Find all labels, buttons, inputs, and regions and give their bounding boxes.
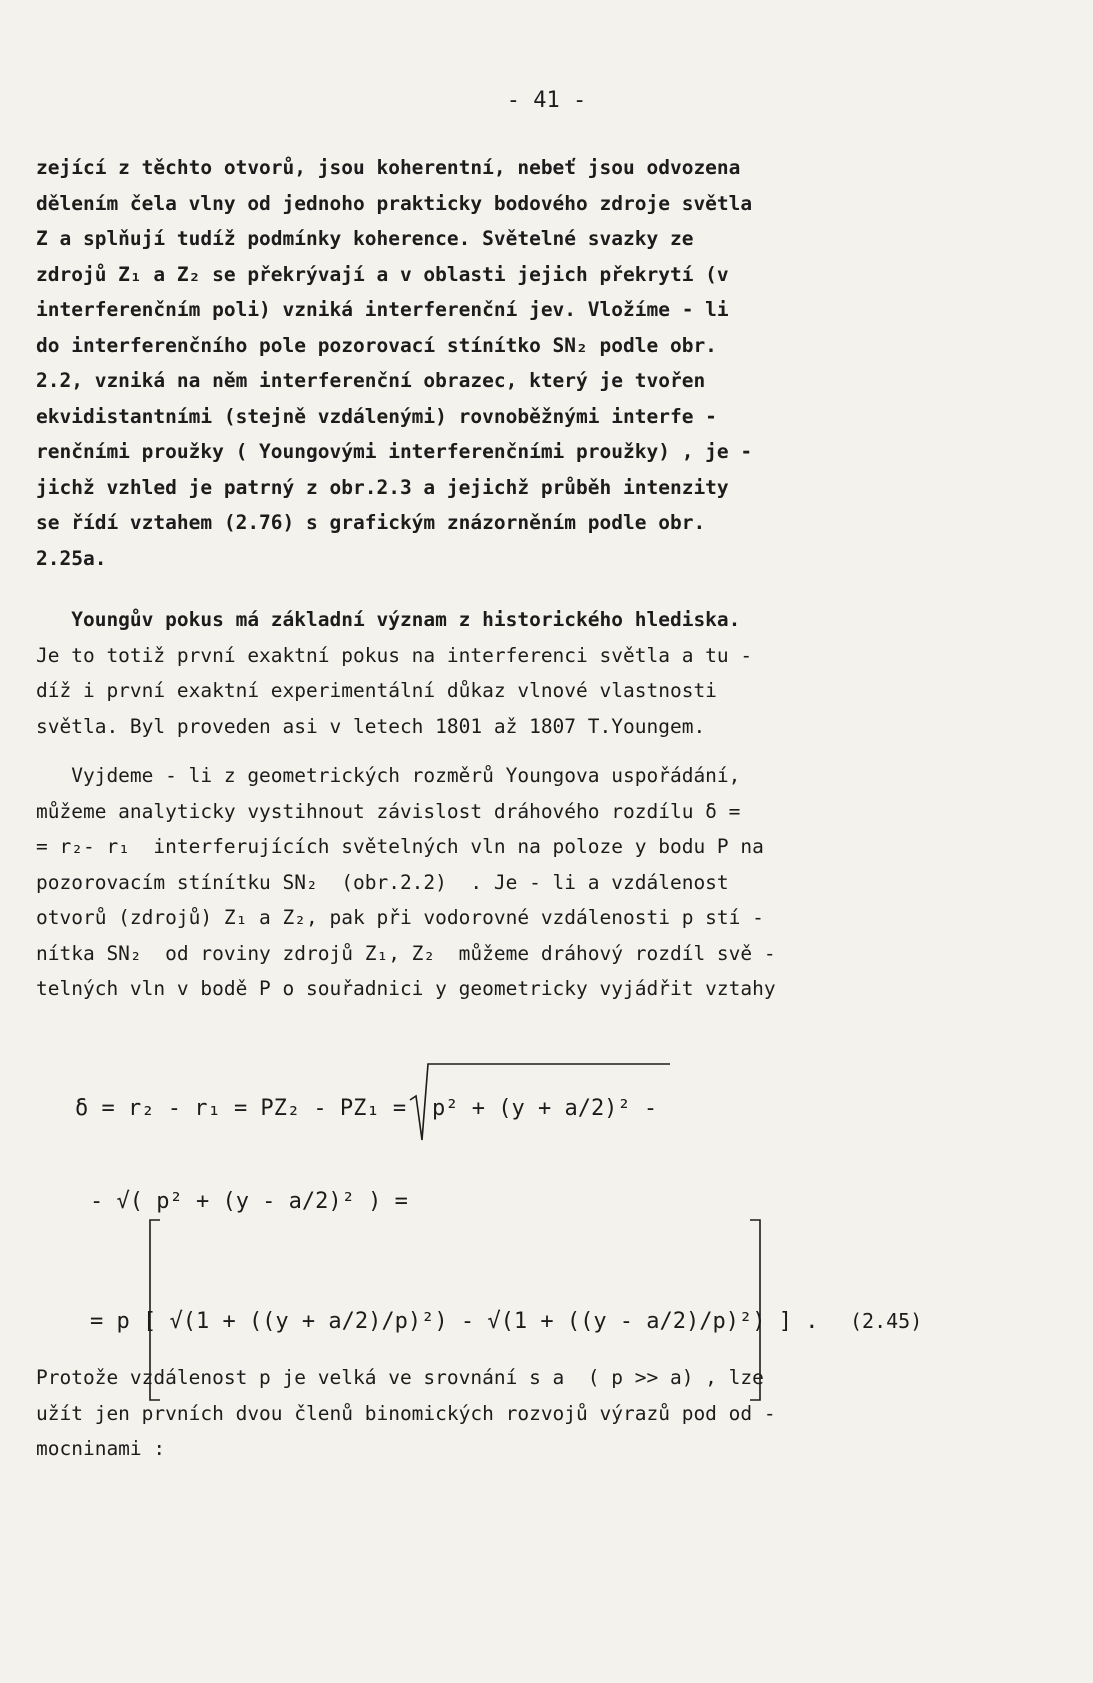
text-line: telných vln v bodě P o souřadnici y geometricky vyjádřit vztahy [36,977,776,1000]
page-number: - 41 - [506,88,587,113]
text-line: 2.25a. [36,546,107,570]
text-line: mocninami : [36,1437,166,1460]
text-line: nítka SN₂ od roviny zdrojů Z₁, Z₂ můžeme dráhový rozdíl svě - [36,941,776,965]
paragraph-3 [36,758,1036,1007]
text-line: pozorovacím stínítku SN₂ (obr.2.2) . Je - li a vzdálenost [36,870,729,894]
text-line: můžeme analyticky vystihnout závislost dráhového rozdílu δ = [36,799,741,823]
text-line: zdrojů Z₁ a Z₂ se překrývají a v oblasti jejich překrytí (v [36,262,729,286]
text-line: jichž vzhled je patrný z obr.2.3 a jejichž průběh intenzity [36,475,729,499]
equation-line-1-radicand: p² + (y + a/2)² - [432,1096,658,1121]
text-line: užít jen prvních dvou členů binomických rozvojů výrazů pod od - [36,1401,776,1425]
equation-line-2: - √( p² + (y - a/2)² ) = [90,1189,408,1214]
text-line: = r₂- r₁ interferujících světelných vln na poloze y bodu P na [36,835,764,858]
text-line: ekvidistantními (stejně vzdálenými) rovnoběžnými interfe - [36,404,717,428]
text-line: interferenčním poli) vzniká interferenční jev. Vložíme - li [36,298,729,321]
text-line: světla. Byl proveden asi v letech 1801 až 1807 T.Youngem. [36,714,706,738]
text-line: 2.2, vzniká na něm interferenční obrazec, který je tvořen [36,369,706,392]
paragraph-2 [36,602,1036,744]
text-line: renčními proužky ( Youngovými interferenčními proužky) , je - [36,440,753,463]
paragraph-4 [36,1360,1036,1467]
equation-line-3: = p [ √(1 + ((y + a/2)/p)²) - √(1 + ((y - a/2)/p)²) ] . [90,1309,819,1334]
text-line: díž i první exaktní experimentální důkaz vlnové vlastnosti [36,679,717,702]
text-line: otvorů (zdrojů) Z₁ a Z₂, pak při vodorovné vzdálenosti p stí - [36,906,764,929]
text-line: do interferenčního pole pozorovací stínítko SN₂ podle obr. [36,333,717,357]
text-line: Youngův pokus má základní význam z historického hlediska. [36,608,741,631]
text-line: Z a splňují tudíž podmínky koherence. Světelné svazky ze [36,227,694,250]
equation-line-1-lhs: δ = r₂ - r₁ = PZ₂ - PZ₁ = [75,1096,407,1121]
text-line: Vyjdeme - li z geometrických rozměrů Youngova uspořádání, [36,764,741,787]
paragraph-1 [36,150,1036,576]
text-line: Je to totiž první exaktní pokus na interferenci světla a tu - [36,643,753,667]
text-line: Protože vzdálenost p je velká ve srovnání s a ( p >> a) , lze [36,1366,764,1389]
text-line: dělením čela vlny od jednoho prakticky bodového zdroje světla [36,191,753,215]
text-line: zející z těchto otvorů, jsou koherentní, nebeť jsou odvozena [36,156,741,179]
text-line: se řídí vztahem (2.76) s grafickým znázorněním podle obr. [36,511,706,534]
equation-number: (2.45) [850,1309,923,1333]
